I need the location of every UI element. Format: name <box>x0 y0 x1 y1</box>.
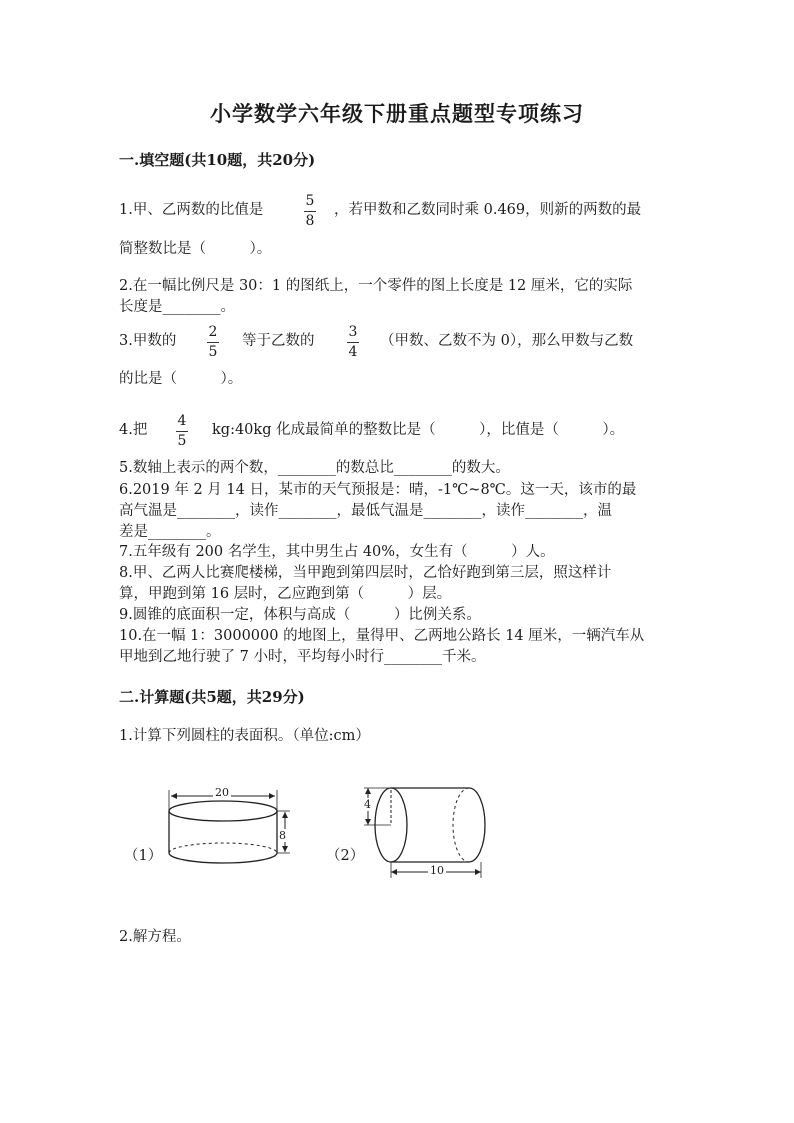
q3-frac2-den: 4 <box>348 344 358 360</box>
q1-prefix: 1.甲、乙两数的比值是 <box>119 202 264 218</box>
fig1-height-label: 8 <box>279 829 286 842</box>
q3-frac2-num: 3 <box>348 324 358 340</box>
q3-prefix: 3.甲数的 <box>119 333 177 349</box>
fraction-bar <box>304 211 316 212</box>
q4-frac-num: 4 <box>177 413 187 429</box>
q2-line-2: 长度是________。 <box>119 299 235 315</box>
q4-suffix: kg:40kg 化成最简单的整数比是（ ），比值是（ ）。 <box>212 422 625 438</box>
q9-line: 9.圆锥的底面积一定，体积与高成（ ）比例关系。 <box>119 607 481 623</box>
section-1-heading: 一.填空题(共10题，共20分) <box>119 151 316 169</box>
q5-line: 5.数轴上表示的两个数，________的数总比________的数大。 <box>119 460 510 476</box>
q3-frac1-num: 2 <box>208 324 218 340</box>
q3-middle: 等于乙数的 <box>242 333 315 349</box>
q8-line-1: 8.甲、乙两人比赛爬楼梯，当甲跑到第四层时，乙恰好跑到第三层，照这样计 <box>119 565 612 581</box>
figure-2-label: （2） <box>326 848 365 864</box>
fraction-bar <box>176 431 188 432</box>
q1-fraction <box>302 194 318 229</box>
q1-line-1 <box>119 200 263 220</box>
q6-line-2: 高气温是________，读作________，最低气温是________，读作________，温 <box>119 503 612 519</box>
s2-q1-line: 1.计算下列圆柱的表面积。（单位:cm） <box>119 728 370 744</box>
q3-suffix: （甲数、乙数不为 0），那么甲数与乙数 <box>380 333 634 349</box>
q2-line-1: 2.在一幅比例尺是 30：1 的图纸上，一个零件的图上长度是 12 厘米，它的实际 <box>119 278 633 294</box>
q4-frac-den: 5 <box>177 433 187 449</box>
q1-line-2: 简整数比是（ ）。 <box>119 241 272 257</box>
q10-line-1: 10.在一幅 1：3000000 的地图上，量得甲、乙两地公路长 14 厘米，一辆汽车从 <box>119 628 645 644</box>
q6-line-3: 差是________。 <box>119 524 221 540</box>
figure-1-label: （1） <box>124 848 163 864</box>
q10-line-2: 甲地到乙地行驶了 7 小时，平均每小时行________千米。 <box>119 649 486 665</box>
q3-frac1-den: 5 <box>208 344 218 360</box>
fig1-diameter-label: 20 <box>215 786 229 799</box>
page-title: 小学数学六年级下册重点题型专项练习 <box>210 101 584 126</box>
q8-line-2: 算，甲跑到第 16 层时，乙应跑到第（ ）层。 <box>119 586 452 602</box>
fraction-bar <box>347 342 359 343</box>
q6-line-1: 6.2019 年 2 月 14 日，某市的天气预报是：晴，-1℃~8℃。这一天，该市的最 <box>119 482 637 498</box>
q3-fraction-2 <box>345 325 361 360</box>
fig2-radius-label: 4 <box>364 798 371 811</box>
q3-fraction-1 <box>205 325 221 360</box>
section-2-heading: 二.计算题(共5题，共29分) <box>119 688 305 706</box>
q1-suffix: ，若甲数和乙数同时乘 0.469，则新的两数的最 <box>334 202 642 218</box>
q1-frac-num: 5 <box>305 193 315 209</box>
fig2-length-label: 10 <box>430 864 444 877</box>
fraction-bar <box>207 342 219 343</box>
q7-line: 7.五年级有 200 名学生，其中男生占 40%，女生有（ ）人。 <box>119 544 555 560</box>
q4-prefix: 4.把 <box>119 422 148 438</box>
s2-q2-line: 2.解方程。 <box>119 929 191 945</box>
q1-frac-den: 8 <box>305 213 315 229</box>
q3-line-2: 的比是（ ）。 <box>119 371 243 387</box>
q4-fraction <box>174 414 190 449</box>
